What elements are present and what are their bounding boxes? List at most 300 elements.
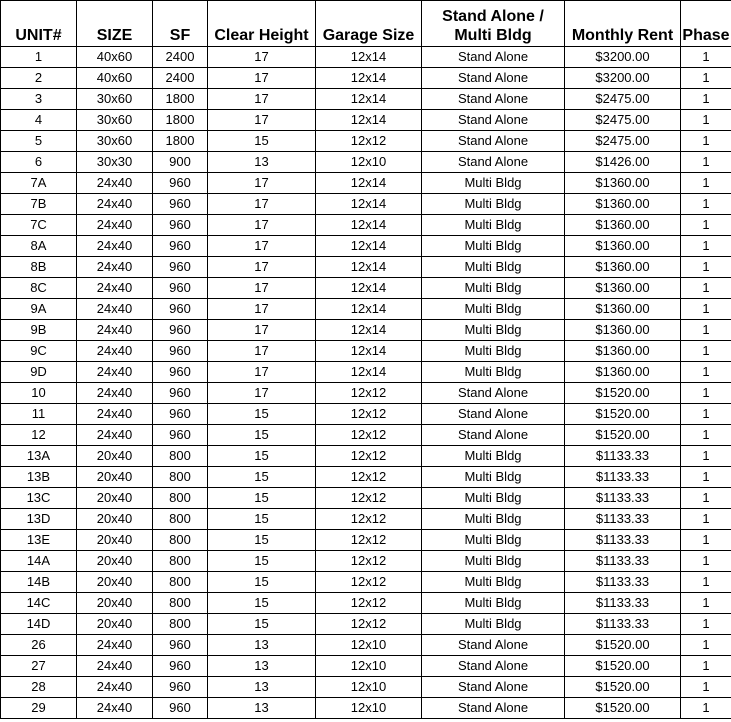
- table-row: [1, 488, 731, 509]
- cell-monthly-rent: $1520.00: [565, 656, 681, 677]
- cell-size: 20x40: [77, 488, 153, 509]
- cell-sf: 800: [153, 614, 208, 635]
- table-row: [1, 509, 731, 530]
- cell-monthly-rent: $3200.00: [565, 47, 681, 68]
- cell-phase: 1: [681, 425, 731, 446]
- cell-size: 20x40: [77, 446, 153, 467]
- cell-unit: 10: [1, 383, 77, 404]
- cell-building-type: Multi Bldg: [422, 530, 565, 551]
- cell-garage-size: 12x12: [316, 593, 422, 614]
- cell-phase: 1: [681, 635, 731, 656]
- cell-phase: 1: [681, 509, 731, 530]
- cell-sf: 2400: [153, 68, 208, 89]
- cell-building-type: Stand Alone: [422, 47, 565, 68]
- cell-size: 24x40: [77, 425, 153, 446]
- cell-sf: 800: [153, 509, 208, 530]
- cell-building-type: Stand Alone: [422, 110, 565, 131]
- cell-monthly-rent: $2475.00: [565, 89, 681, 110]
- cell-monthly-rent: $1360.00: [565, 194, 681, 215]
- cell-garage-size: 12x14: [316, 173, 422, 194]
- cell-clear-height: 17: [208, 215, 316, 236]
- cell-monthly-rent: $2475.00: [565, 131, 681, 152]
- cell-building-type: Stand Alone: [422, 404, 565, 425]
- cell-phase: 1: [681, 362, 731, 383]
- cell-building-type: Stand Alone: [422, 383, 565, 404]
- cell-building-type: Stand Alone: [422, 68, 565, 89]
- cell-monthly-rent: $1133.33: [565, 446, 681, 467]
- cell-garage-size: 12x14: [316, 341, 422, 362]
- cell-monthly-rent: $3200.00: [565, 68, 681, 89]
- cell-size: 24x40: [77, 404, 153, 425]
- cell-unit: 14D: [1, 614, 77, 635]
- cell-phase: 1: [681, 299, 731, 320]
- cell-garage-size: 12x14: [316, 299, 422, 320]
- cell-phase: 1: [681, 572, 731, 593]
- table-row: [1, 215, 731, 236]
- table-row: [1, 194, 731, 215]
- cell-sf: 800: [153, 446, 208, 467]
- cell-unit: 13A: [1, 446, 77, 467]
- cell-monthly-rent: $1360.00: [565, 236, 681, 257]
- cell-size: 24x40: [77, 341, 153, 362]
- cell-sf: 960: [153, 236, 208, 257]
- table-row: [1, 698, 731, 719]
- cell-monthly-rent: $1520.00: [565, 635, 681, 656]
- table-row: [1, 530, 731, 551]
- cell-sf: 960: [153, 383, 208, 404]
- cell-sf: 960: [153, 677, 208, 698]
- cell-sf: 1800: [153, 131, 208, 152]
- cell-unit: 26: [1, 635, 77, 656]
- cell-phase: 1: [681, 677, 731, 698]
- table-row: [1, 173, 731, 194]
- cell-phase: 1: [681, 467, 731, 488]
- cell-monthly-rent: $1520.00: [565, 383, 681, 404]
- cell-phase: 1: [681, 698, 731, 719]
- cell-garage-size: 12x14: [316, 320, 422, 341]
- cell-size: 24x40: [77, 635, 153, 656]
- cell-garage-size: 12x12: [316, 446, 422, 467]
- cell-phase: 1: [681, 236, 731, 257]
- table-row: [1, 110, 731, 131]
- cell-unit: 13B: [1, 467, 77, 488]
- cell-phase: 1: [681, 89, 731, 110]
- cell-sf: 960: [153, 320, 208, 341]
- cell-building-type: Multi Bldg: [422, 257, 565, 278]
- cell-building-type: Multi Bldg: [422, 341, 565, 362]
- cell-size: 30x60: [77, 89, 153, 110]
- cell-phase: 1: [681, 614, 731, 635]
- header-stand-alone-multi-bldg: [422, 1, 565, 47]
- cell-clear-height: 17: [208, 110, 316, 131]
- cell-clear-height: 17: [208, 299, 316, 320]
- cell-size: 24x40: [77, 236, 153, 257]
- cell-building-type: Multi Bldg: [422, 467, 565, 488]
- cell-monthly-rent: $1133.33: [565, 467, 681, 488]
- cell-unit: 4: [1, 110, 77, 131]
- cell-monthly-rent: $2475.00: [565, 110, 681, 131]
- cell-size: 24x40: [77, 383, 153, 404]
- cell-unit: 1: [1, 47, 77, 68]
- cell-garage-size: 12x14: [316, 236, 422, 257]
- cell-monthly-rent: $1360.00: [565, 341, 681, 362]
- cell-garage-size: 12x10: [316, 698, 422, 719]
- header-phase: Phase: [681, 1, 731, 47]
- cell-clear-height: 15: [208, 572, 316, 593]
- cell-clear-height: 15: [208, 425, 316, 446]
- cell-phase: 1: [681, 341, 731, 362]
- cell-building-type: Multi Bldg: [422, 614, 565, 635]
- cell-building-type: Multi Bldg: [422, 236, 565, 257]
- cell-building-type: Stand Alone: [422, 131, 565, 152]
- cell-size: 20x40: [77, 593, 153, 614]
- table-row: [1, 89, 731, 110]
- cell-size: 24x40: [77, 320, 153, 341]
- cell-size: 20x40: [77, 467, 153, 488]
- cell-building-type: Stand Alone: [422, 656, 565, 677]
- table-row: [1, 236, 731, 257]
- cell-monthly-rent: $1133.33: [565, 551, 681, 572]
- table-row: [1, 572, 731, 593]
- cell-sf: 960: [153, 656, 208, 677]
- cell-clear-height: 13: [208, 677, 316, 698]
- cell-garage-size: 12x12: [316, 425, 422, 446]
- cell-monthly-rent: $1133.33: [565, 509, 681, 530]
- cell-phase: 1: [681, 488, 731, 509]
- table-row: [1, 278, 731, 299]
- table-row: [1, 677, 731, 698]
- cell-unit: 29: [1, 698, 77, 719]
- cell-sf: 1800: [153, 110, 208, 131]
- cell-monthly-rent: $1520.00: [565, 698, 681, 719]
- table-row: [1, 257, 731, 278]
- cell-phase: 1: [681, 278, 731, 299]
- cell-phase: 1: [681, 320, 731, 341]
- cell-clear-height: 15: [208, 530, 316, 551]
- cell-garage-size: 12x12: [316, 551, 422, 572]
- cell-garage-size: 12x12: [316, 614, 422, 635]
- cell-sf: 960: [153, 425, 208, 446]
- table-row: [1, 362, 731, 383]
- cell-phase: 1: [681, 68, 731, 89]
- cell-phase: 1: [681, 404, 731, 425]
- header-multi-bldg-line: Multi Bldg: [454, 27, 532, 44]
- header-garage-size: Garage Size: [316, 1, 422, 47]
- cell-sf: 960: [153, 257, 208, 278]
- cell-unit: 2: [1, 68, 77, 89]
- cell-monthly-rent: $1360.00: [565, 173, 681, 194]
- cell-unit: 9C: [1, 341, 77, 362]
- cell-sf: 960: [153, 698, 208, 719]
- cell-sf: 960: [153, 404, 208, 425]
- table-row: [1, 131, 731, 152]
- cell-unit: 8C: [1, 278, 77, 299]
- cell-unit: 8B: [1, 257, 77, 278]
- cell-monthly-rent: $1426.00: [565, 152, 681, 173]
- cell-building-type: Multi Bldg: [422, 215, 565, 236]
- cell-unit: 13C: [1, 488, 77, 509]
- cell-unit: 7C: [1, 215, 77, 236]
- cell-monthly-rent: $1360.00: [565, 362, 681, 383]
- cell-clear-height: 17: [208, 278, 316, 299]
- cell-size: 20x40: [77, 614, 153, 635]
- cell-phase: 1: [681, 47, 731, 68]
- cell-sf: 960: [153, 278, 208, 299]
- cell-size: 24x40: [77, 173, 153, 194]
- cell-garage-size: 12x12: [316, 383, 422, 404]
- cell-unit: 6: [1, 152, 77, 173]
- cell-garage-size: 12x12: [316, 467, 422, 488]
- cell-unit: 9A: [1, 299, 77, 320]
- cell-clear-height: 15: [208, 404, 316, 425]
- cell-unit: 13E: [1, 530, 77, 551]
- cell-building-type: Multi Bldg: [422, 509, 565, 530]
- cell-sf: 800: [153, 572, 208, 593]
- cell-garage-size: 12x14: [316, 110, 422, 131]
- cell-phase: 1: [681, 152, 731, 173]
- cell-size: 24x40: [77, 656, 153, 677]
- cell-unit: 7A: [1, 173, 77, 194]
- cell-building-type: Multi Bldg: [422, 551, 565, 572]
- cell-size: 24x40: [77, 299, 153, 320]
- cell-clear-height: 15: [208, 131, 316, 152]
- cell-building-type: Stand Alone: [422, 425, 565, 446]
- cell-unit: 3: [1, 89, 77, 110]
- cell-sf: 960: [153, 215, 208, 236]
- table-row: [1, 467, 731, 488]
- cell-phase: 1: [681, 173, 731, 194]
- cell-clear-height: 17: [208, 257, 316, 278]
- cell-phase: 1: [681, 110, 731, 131]
- cell-clear-height: 17: [208, 341, 316, 362]
- cell-unit: 9D: [1, 362, 77, 383]
- cell-phase: 1: [681, 593, 731, 614]
- cell-building-type: Multi Bldg: [422, 488, 565, 509]
- cell-size: 30x60: [77, 110, 153, 131]
- cell-sf: 960: [153, 194, 208, 215]
- cell-unit: 27: [1, 656, 77, 677]
- cell-sf: 960: [153, 173, 208, 194]
- cell-building-type: Multi Bldg: [422, 299, 565, 320]
- cell-unit: 11: [1, 404, 77, 425]
- cell-size: 24x40: [77, 278, 153, 299]
- cell-building-type: Multi Bldg: [422, 446, 565, 467]
- cell-building-type: Multi Bldg: [422, 173, 565, 194]
- cell-garage-size: 12x12: [316, 404, 422, 425]
- table-row: [1, 383, 731, 404]
- cell-garage-size: 12x14: [316, 47, 422, 68]
- cell-building-type: Multi Bldg: [422, 320, 565, 341]
- cell-phase: 1: [681, 446, 731, 467]
- cell-size: 40x60: [77, 47, 153, 68]
- header-clear-height: Clear Height: [208, 1, 316, 47]
- header-unit: UNIT#: [1, 1, 77, 47]
- header-size: SIZE: [77, 1, 153, 47]
- cell-building-type: Multi Bldg: [422, 572, 565, 593]
- cell-garage-size: 12x14: [316, 215, 422, 236]
- cell-garage-size: 12x10: [316, 152, 422, 173]
- cell-monthly-rent: $1133.33: [565, 530, 681, 551]
- cell-monthly-rent: $1520.00: [565, 404, 681, 425]
- cell-unit: 14B: [1, 572, 77, 593]
- header-row: [1, 1, 731, 47]
- cell-size: 20x40: [77, 509, 153, 530]
- cell-garage-size: 12x10: [316, 635, 422, 656]
- cell-monthly-rent: $1360.00: [565, 320, 681, 341]
- cell-clear-height: 13: [208, 152, 316, 173]
- cell-size: 20x40: [77, 530, 153, 551]
- cell-sf: 800: [153, 551, 208, 572]
- cell-monthly-rent: $1520.00: [565, 425, 681, 446]
- cell-clear-height: 17: [208, 47, 316, 68]
- cell-clear-height: 15: [208, 488, 316, 509]
- cell-building-type: Stand Alone: [422, 152, 565, 173]
- table-row: [1, 593, 731, 614]
- header-monthly-rent: Monthly Rent: [565, 1, 681, 47]
- header-stand-alone-line: Stand Alone /: [442, 8, 544, 25]
- cell-sf: 800: [153, 593, 208, 614]
- table-row: [1, 425, 731, 446]
- cell-size: 20x40: [77, 551, 153, 572]
- cell-unit: 9B: [1, 320, 77, 341]
- cell-garage-size: 12x12: [316, 488, 422, 509]
- cell-monthly-rent: $1360.00: [565, 215, 681, 236]
- table-row: [1, 47, 731, 68]
- cell-size: 24x40: [77, 215, 153, 236]
- cell-clear-height: 17: [208, 320, 316, 341]
- cell-unit: 14C: [1, 593, 77, 614]
- cell-phase: 1: [681, 530, 731, 551]
- cell-sf: 960: [153, 635, 208, 656]
- table-row: [1, 299, 731, 320]
- cell-clear-height: 17: [208, 236, 316, 257]
- cell-phase: 1: [681, 194, 731, 215]
- table-body: [1, 47, 731, 719]
- cell-size: 24x40: [77, 194, 153, 215]
- cell-garage-size: 12x14: [316, 194, 422, 215]
- cell-monthly-rent: $1360.00: [565, 278, 681, 299]
- cell-sf: 800: [153, 467, 208, 488]
- table-row: [1, 152, 731, 173]
- cell-clear-height: 15: [208, 509, 316, 530]
- cell-garage-size: 12x10: [316, 656, 422, 677]
- cell-clear-height: 17: [208, 362, 316, 383]
- cell-unit: 28: [1, 677, 77, 698]
- cell-clear-height: 13: [208, 698, 316, 719]
- cell-clear-height: 13: [208, 635, 316, 656]
- cell-monthly-rent: $1133.33: [565, 488, 681, 509]
- cell-sf: 960: [153, 362, 208, 383]
- cell-clear-height: 17: [208, 68, 316, 89]
- table-row: [1, 404, 731, 425]
- cell-clear-height: 15: [208, 593, 316, 614]
- cell-garage-size: 12x10: [316, 677, 422, 698]
- cell-unit: 12: [1, 425, 77, 446]
- table-row: [1, 68, 731, 89]
- cell-clear-height: 15: [208, 467, 316, 488]
- cell-sf: 800: [153, 488, 208, 509]
- cell-building-type: Stand Alone: [422, 698, 565, 719]
- cell-unit: 8A: [1, 236, 77, 257]
- cell-monthly-rent: $1133.33: [565, 572, 681, 593]
- cell-phase: 1: [681, 656, 731, 677]
- cell-garage-size: 12x14: [316, 89, 422, 110]
- cell-garage-size: 12x12: [316, 509, 422, 530]
- cell-clear-height: 17: [208, 89, 316, 110]
- cell-phase: 1: [681, 551, 731, 572]
- cell-sf: 800: [153, 530, 208, 551]
- cell-phase: 1: [681, 215, 731, 236]
- cell-size: 30x60: [77, 131, 153, 152]
- table-row: [1, 614, 731, 635]
- table-row: [1, 341, 731, 362]
- cell-building-type: Multi Bldg: [422, 362, 565, 383]
- cell-sf: 2400: [153, 47, 208, 68]
- cell-sf: 1800: [153, 89, 208, 110]
- cell-phase: 1: [681, 131, 731, 152]
- cell-garage-size: 12x14: [316, 68, 422, 89]
- cell-unit: 14A: [1, 551, 77, 572]
- cell-phase: 1: [681, 383, 731, 404]
- cell-building-type: Stand Alone: [422, 89, 565, 110]
- cell-size: 20x40: [77, 572, 153, 593]
- cell-clear-height: 17: [208, 194, 316, 215]
- cell-size: 24x40: [77, 677, 153, 698]
- cell-clear-height: 17: [208, 383, 316, 404]
- cell-clear-height: 15: [208, 446, 316, 467]
- table-row: [1, 635, 731, 656]
- cell-clear-height: 13: [208, 656, 316, 677]
- cell-building-type: Stand Alone: [422, 635, 565, 656]
- cell-sf: 900: [153, 152, 208, 173]
- cell-garage-size: 12x12: [316, 530, 422, 551]
- cell-size: 40x60: [77, 68, 153, 89]
- cell-size: 30x30: [77, 152, 153, 173]
- cell-size: 24x40: [77, 362, 153, 383]
- table-row: [1, 656, 731, 677]
- cell-garage-size: 12x12: [316, 572, 422, 593]
- cell-building-type: Stand Alone: [422, 677, 565, 698]
- cell-garage-size: 12x14: [316, 362, 422, 383]
- cell-unit: 5: [1, 131, 77, 152]
- cell-clear-height: 17: [208, 173, 316, 194]
- header-sf: SF: [153, 1, 208, 47]
- cell-monthly-rent: $1360.00: [565, 257, 681, 278]
- cell-monthly-rent: $1520.00: [565, 677, 681, 698]
- table-row: [1, 551, 731, 572]
- table-row: [1, 446, 731, 467]
- cell-garage-size: 12x14: [316, 278, 422, 299]
- cell-building-type: Multi Bldg: [422, 593, 565, 614]
- cell-sf: 960: [153, 299, 208, 320]
- cell-unit: 7B: [1, 194, 77, 215]
- cell-building-type: Multi Bldg: [422, 278, 565, 299]
- table-row: [1, 320, 731, 341]
- cell-sf: 960: [153, 341, 208, 362]
- cell-monthly-rent: $1133.33: [565, 593, 681, 614]
- cell-building-type: Multi Bldg: [422, 194, 565, 215]
- cell-phase: 1: [681, 257, 731, 278]
- cell-clear-height: 15: [208, 614, 316, 635]
- cell-unit: 13D: [1, 509, 77, 530]
- cell-size: 24x40: [77, 257, 153, 278]
- cell-monthly-rent: $1360.00: [565, 299, 681, 320]
- cell-garage-size: 12x12: [316, 131, 422, 152]
- cell-size: 24x40: [77, 698, 153, 719]
- cell-monthly-rent: $1133.33: [565, 614, 681, 635]
- cell-garage-size: 12x14: [316, 257, 422, 278]
- cell-clear-height: 15: [208, 551, 316, 572]
